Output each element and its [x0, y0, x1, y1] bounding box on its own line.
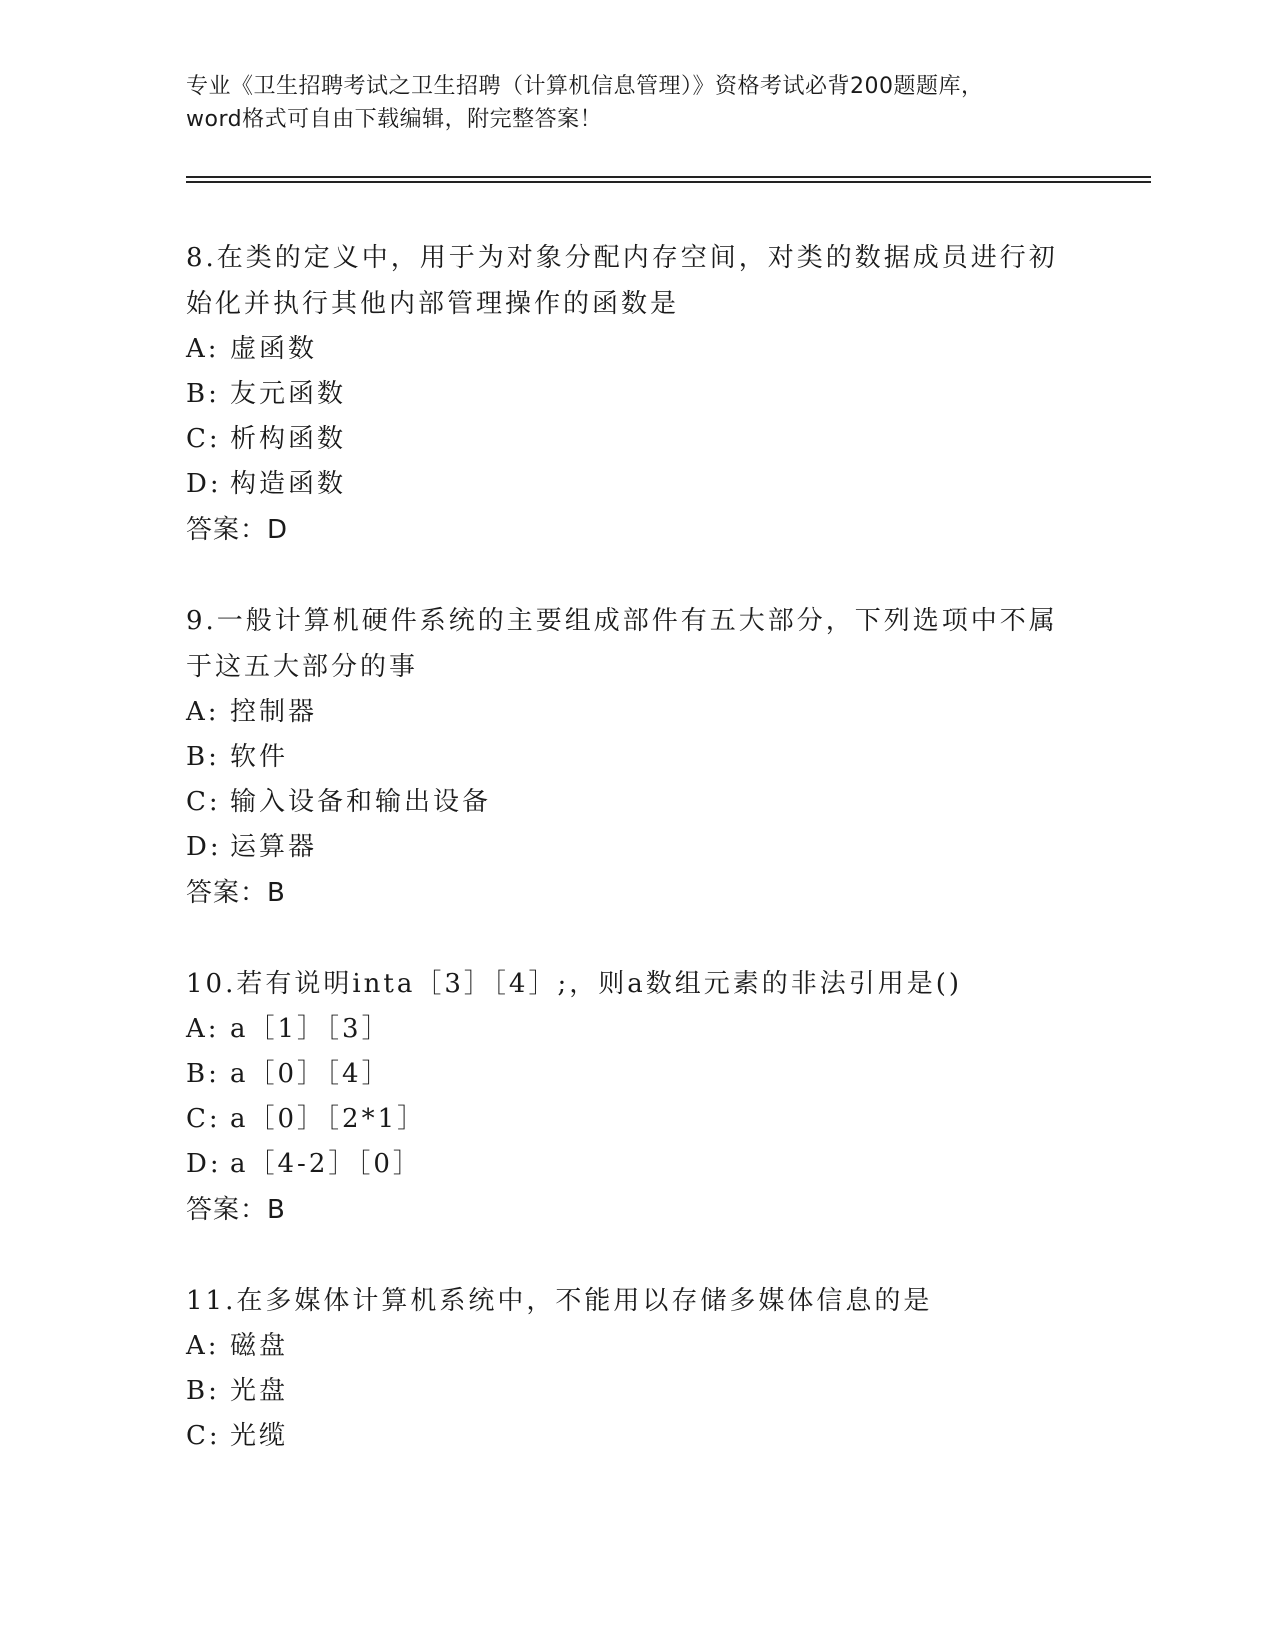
option-letter: C: — [186, 424, 221, 454]
option-b — [186, 1369, 1086, 1414]
option-text: 磁盘 — [230, 1331, 289, 1361]
answer-line: 答案：B — [186, 1195, 286, 1225]
option-d — [186, 462, 1086, 507]
option-letter: D: — [186, 1149, 222, 1179]
question-text: 11.在多媒体计算机系统中，不能用以存储多媒体信息的是 — [186, 1286, 933, 1316]
option-text: a［0］［4］ — [230, 1059, 391, 1089]
answer-line: 答案：D — [186, 515, 289, 545]
header-divider-bottom — [186, 181, 1151, 183]
header-line-1: 专业《卫生招聘考试之卫生招聘（计算机信息管理）》资格考试必背200题题库， — [186, 74, 984, 99]
option-text: a［4-2］［0］ — [230, 1149, 422, 1179]
option-a — [186, 1324, 1086, 1369]
question-text: 始化并执行其他内部管理操作的函数是 — [186, 289, 680, 319]
option-letter: C: — [186, 787, 221, 817]
option-letter: A: — [186, 334, 220, 364]
header-line-2: word格式可自由下载编辑，附完整答案！ — [186, 107, 603, 132]
question-9 — [186, 598, 1086, 916]
option-b — [186, 372, 1086, 417]
option-d — [186, 1142, 1086, 1187]
option-c — [186, 417, 1086, 462]
question-11 — [186, 1278, 1086, 1459]
option-c — [186, 1414, 1086, 1459]
option-letter: A: — [186, 1014, 220, 1044]
question-10 — [186, 961, 1086, 1233]
option-letter: B: — [186, 742, 220, 772]
question-text: 9.一般计算机硬件系统的主要组成部件有五大部分，下列选项中不属 — [186, 606, 1058, 636]
option-a — [186, 1007, 1086, 1052]
option-text: a［1］［3］ — [230, 1014, 391, 1044]
option-text: 控制器 — [230, 697, 318, 727]
answer-line: 答案：B — [186, 878, 286, 908]
option-c — [186, 780, 1086, 825]
option-text: 运算器 — [230, 832, 318, 862]
option-text: 光缆 — [230, 1421, 289, 1451]
option-letter: B: — [186, 379, 220, 409]
option-text: 友元函数 — [230, 379, 347, 409]
option-text: 光盘 — [230, 1376, 289, 1406]
option-letter: A: — [186, 697, 220, 727]
option-letter: D: — [186, 832, 222, 862]
document-header — [186, 70, 1086, 136]
option-text: 输入设备和输出设备 — [230, 787, 492, 817]
option-letter: D: — [186, 469, 222, 499]
option-a — [186, 327, 1086, 372]
option-b — [186, 1052, 1086, 1097]
option-letter: B: — [186, 1059, 220, 1089]
question-8 — [186, 235, 1086, 553]
question-text: 8.在类的定义中，用于为对象分配内存空间，对类的数据成员进行初 — [186, 243, 1058, 273]
question-text: 10.若有说明inta［3］［4］;，则a数组元素的非法引用是() — [186, 969, 962, 999]
option-text: 虚函数 — [230, 334, 318, 364]
option-text: 析构函数 — [230, 424, 347, 454]
option-letter: C: — [186, 1421, 221, 1451]
option-d — [186, 825, 1086, 870]
option-letter: A: — [186, 1331, 220, 1361]
option-text: a［0］［2*1］ — [230, 1104, 427, 1134]
option-text: 软件 — [230, 742, 289, 772]
option-letter: B: — [186, 1376, 220, 1406]
option-a — [186, 690, 1086, 735]
option-b — [186, 735, 1086, 780]
question-text: 于这五大部分的事 — [186, 652, 419, 682]
question-list — [186, 235, 1086, 1504]
option-text: 构造函数 — [230, 469, 347, 499]
option-c — [186, 1097, 1086, 1142]
option-letter: C: — [186, 1104, 221, 1134]
header-divider-top — [186, 176, 1151, 178]
